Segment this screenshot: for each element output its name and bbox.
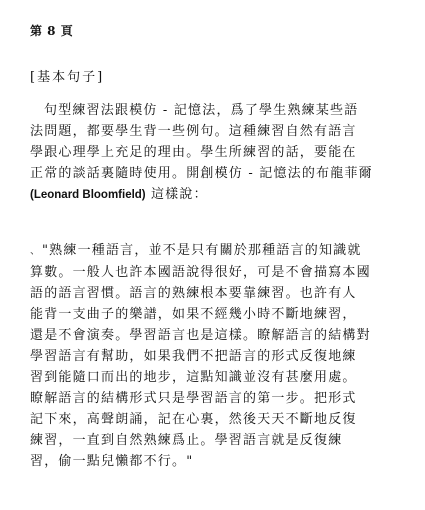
intro-paragraph bbox=[30, 100, 410, 206]
paragraph-line-last bbox=[30, 184, 410, 206]
quotation-line: 習到能隨口而出的地步，這點知識並沒有甚麼用處。 bbox=[30, 370, 357, 385]
quotation-line: 記下來，高聲朗誦，記在心裏，然後天天不斷地反復 bbox=[30, 412, 357, 427]
section-heading: [基本句子] bbox=[30, 70, 105, 85]
page-number: 第 8 頁 bbox=[30, 24, 74, 38]
quotation-line: "熟練一種語言，並不是只有關於那種語言的知識就 bbox=[42, 243, 362, 258]
paragraph-line: 學跟心理學上充足的理由。學生所練習的話，要能在 bbox=[30, 145, 357, 160]
stray-mark: 、 bbox=[30, 246, 42, 257]
quotation-line: 練習，一直到自然熟練爲止。學習語言就是反復練 bbox=[30, 433, 343, 448]
quotation-line: 還是不會演奏。學習語言也是這樣。瞭解語言的結構對 bbox=[30, 328, 371, 343]
bloomfield-name: (Leonard Bloomfield) bbox=[30, 189, 146, 201]
quotation-line: 瞭解語言的結構形式只是學習語言的第一步。把形式 bbox=[30, 391, 357, 406]
quotation-line: 能背一支曲子的樂譜，如果不經幾小時不斷地練習， bbox=[30, 307, 357, 322]
quotation-line: 語的語言習慣。語言的熟練根本要靠練習。也許有人 bbox=[30, 286, 357, 301]
quotation-line: 學習語言有幫助，如果我們不把語言的形式反復地練 bbox=[30, 349, 357, 364]
quotation-line: 算數。一般人也許本國語說得很好，可是不會描寫本國 bbox=[30, 265, 371, 280]
paragraph-line: 法問題，都要學生背一些例句。這種練習自然有語言 bbox=[30, 124, 357, 139]
quotation-first-line bbox=[30, 240, 410, 262]
paragraph-line-tail: 這樣說： bbox=[145, 187, 208, 202]
quotation-paragraph bbox=[30, 240, 410, 472]
paragraph-line: 句型練習法跟模仿 - 記憶法，爲了學生熟練某些語 bbox=[44, 103, 359, 118]
quotation-line: 習，偷一點兒懶都不行。" bbox=[30, 454, 194, 469]
paragraph-line: 正常的談話裏隨時使用。開創模仿 - 記憶法的布龍菲爾 bbox=[30, 166, 373, 181]
